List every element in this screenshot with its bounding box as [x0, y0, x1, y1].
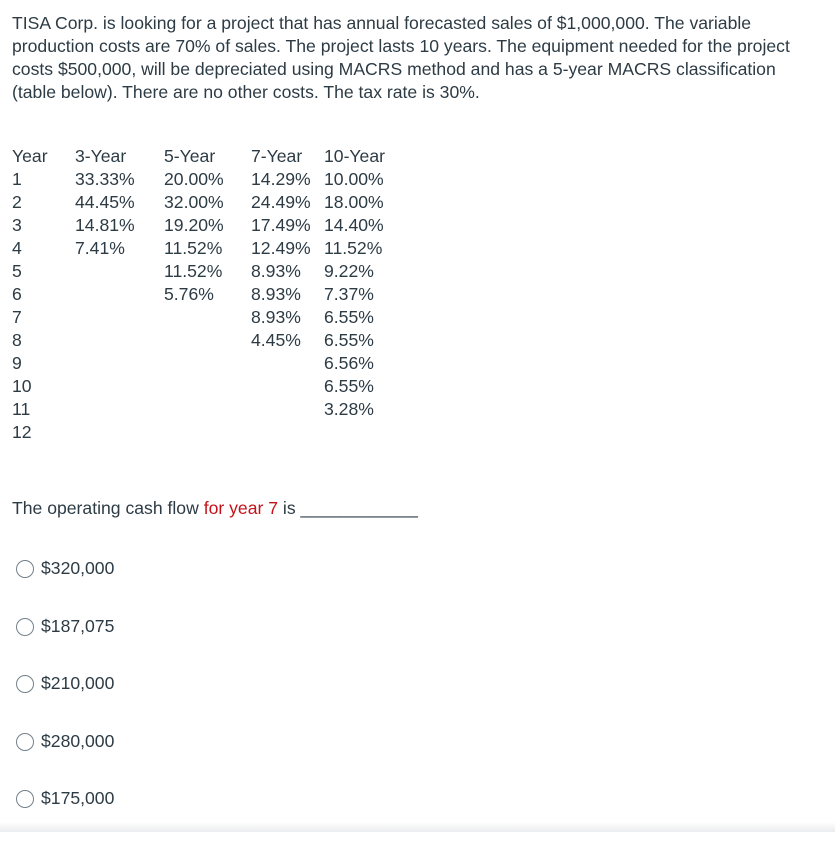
year-cell: 2 — [12, 192, 22, 212]
seven-year-cell: 17.49% — [251, 215, 311, 235]
prompt-highlight: for year 7 — [203, 498, 279, 518]
radio-button[interactable] — [16, 675, 34, 693]
table-row — [9, 168, 407, 191]
five-year-cell — [161, 375, 248, 398]
header-10-year: 10-Year — [324, 146, 385, 166]
seven-year-cell — [248, 398, 321, 421]
ten-year-cell: 10.00% — [324, 169, 384, 189]
ten-year-cell: 9.22% — [324, 261, 374, 281]
ten-year-cell: 3.28% — [324, 399, 374, 419]
three-year-cell — [72, 398, 161, 421]
table-row — [9, 306, 407, 329]
answer-label: $187,075 — [41, 615, 115, 636]
seven-year-cell: 8.93% — [251, 284, 301, 304]
bottom-shadow — [0, 822, 835, 832]
table-header-row — [9, 145, 407, 168]
three-year-cell — [72, 352, 161, 375]
table-row — [9, 398, 407, 421]
seven-year-cell — [248, 352, 321, 375]
three-year-cell — [72, 421, 161, 444]
ten-year-cell: 6.56% — [324, 353, 374, 373]
year-cell: 7 — [12, 307, 22, 327]
table-row — [9, 260, 407, 283]
three-year-cell: 33.33% — [75, 169, 135, 189]
year-cell: 8 — [12, 330, 22, 350]
macrs-table — [9, 145, 407, 444]
year-cell: 11 — [12, 399, 31, 419]
table-row — [9, 214, 407, 237]
seven-year-cell: 14.29% — [251, 169, 311, 189]
answer-option-3[interactable] — [16, 672, 114, 730]
five-year-cell: 11.52% — [164, 261, 223, 281]
table-row — [9, 237, 407, 260]
seven-year-cell: 8.93% — [251, 261, 301, 281]
five-year-cell: 19.20% — [164, 215, 224, 235]
three-year-cell: 14.81% — [75, 215, 135, 235]
ten-year-cell: 6.55% — [324, 330, 374, 350]
answer-label: $210,000 — [41, 673, 115, 693]
header-3-year: 3-Year — [75, 146, 127, 166]
seven-year-cell: 12.49% — [251, 238, 311, 258]
year-cell: 3 — [12, 215, 22, 235]
prompt — [12, 497, 418, 520]
year-cell: 10 — [12, 376, 32, 396]
five-year-cell — [161, 398, 248, 421]
seven-year-cell — [248, 375, 321, 398]
seven-year-cell — [248, 421, 321, 444]
table-body — [9, 168, 407, 444]
table-row — [9, 191, 407, 214]
answer-option-4[interactable] — [16, 730, 114, 788]
answer-blank: ____________ — [300, 498, 418, 518]
year-cell: 12 — [12, 422, 32, 442]
table-row — [9, 352, 407, 375]
ten-year-cell: 6.55% — [324, 376, 374, 396]
year-cell: 4 — [12, 238, 22, 258]
ten-year-cell: 7.37% — [324, 284, 374, 304]
answer-label: $175,000 — [41, 788, 115, 808]
radio-button[interactable] — [16, 790, 34, 808]
ten-year-cell: 14.40% — [324, 215, 384, 235]
three-year-cell — [72, 260, 161, 283]
header-year: Year — [12, 146, 48, 166]
ten-year-cell: 11.52% — [324, 238, 383, 258]
answer-option-5[interactable] — [16, 787, 114, 845]
five-year-cell: 20.00% — [164, 169, 224, 189]
five-year-cell: 32.00% — [164, 192, 224, 212]
table-row — [9, 421, 407, 444]
five-year-cell — [161, 421, 248, 444]
five-year-cell: 5.76% — [164, 284, 214, 304]
header-5-year: 5-Year — [164, 146, 216, 166]
year-cell: 6 — [12, 284, 22, 304]
seven-year-cell: 24.49% — [251, 192, 311, 212]
prompt-text-after: is — [278, 498, 301, 518]
five-year-cell: 11.52% — [164, 238, 223, 258]
three-year-cell — [72, 306, 161, 329]
prompt-text-before: The operating cash flow — [12, 498, 204, 518]
answer-option-1[interactable] — [16, 557, 114, 615]
question-text: TISA Corp. is looking for a project that has annual forecasted sales of $1,000,000. The variable production costs are 70% of sales. The project lasts 10 years. The equipment needed for the project costs $500,000, will be depreciated using MACRS method and has a 5-year MACRS classification (table below). There are no other costs. The tax rate is 30%. — [12, 13, 790, 102]
seven-year-cell: 4.45% — [251, 330, 301, 350]
ten-year-cell: 6.55% — [324, 307, 374, 327]
year-cell: 1 — [12, 169, 22, 189]
answer-options — [16, 557, 114, 845]
year-cell: 5 — [12, 261, 22, 281]
ten-year-cell — [321, 421, 407, 444]
three-year-cell — [72, 283, 161, 306]
three-year-cell — [72, 375, 161, 398]
radio-button[interactable] — [16, 560, 34, 578]
five-year-cell — [161, 306, 248, 329]
five-year-cell — [161, 329, 248, 352]
year-cell: 9 — [12, 353, 22, 373]
table-row — [9, 375, 407, 398]
three-year-cell — [72, 329, 161, 352]
radio-button[interactable] — [16, 733, 34, 751]
table-row — [9, 329, 407, 352]
three-year-cell: 7.41% — [75, 238, 125, 258]
header-7-year: 7-Year — [251, 146, 303, 166]
three-year-cell: 44.45% — [75, 192, 135, 212]
radio-button[interactable] — [16, 618, 34, 636]
five-year-cell — [161, 352, 248, 375]
answer-label: $280,000 — [41, 730, 115, 751]
table-row — [9, 283, 407, 306]
answer-option-2[interactable] — [16, 615, 114, 673]
answer-label: $320,000 — [41, 558, 115, 578]
ten-year-cell: 18.00% — [324, 192, 384, 212]
seven-year-cell: 8.93% — [251, 307, 301, 327]
